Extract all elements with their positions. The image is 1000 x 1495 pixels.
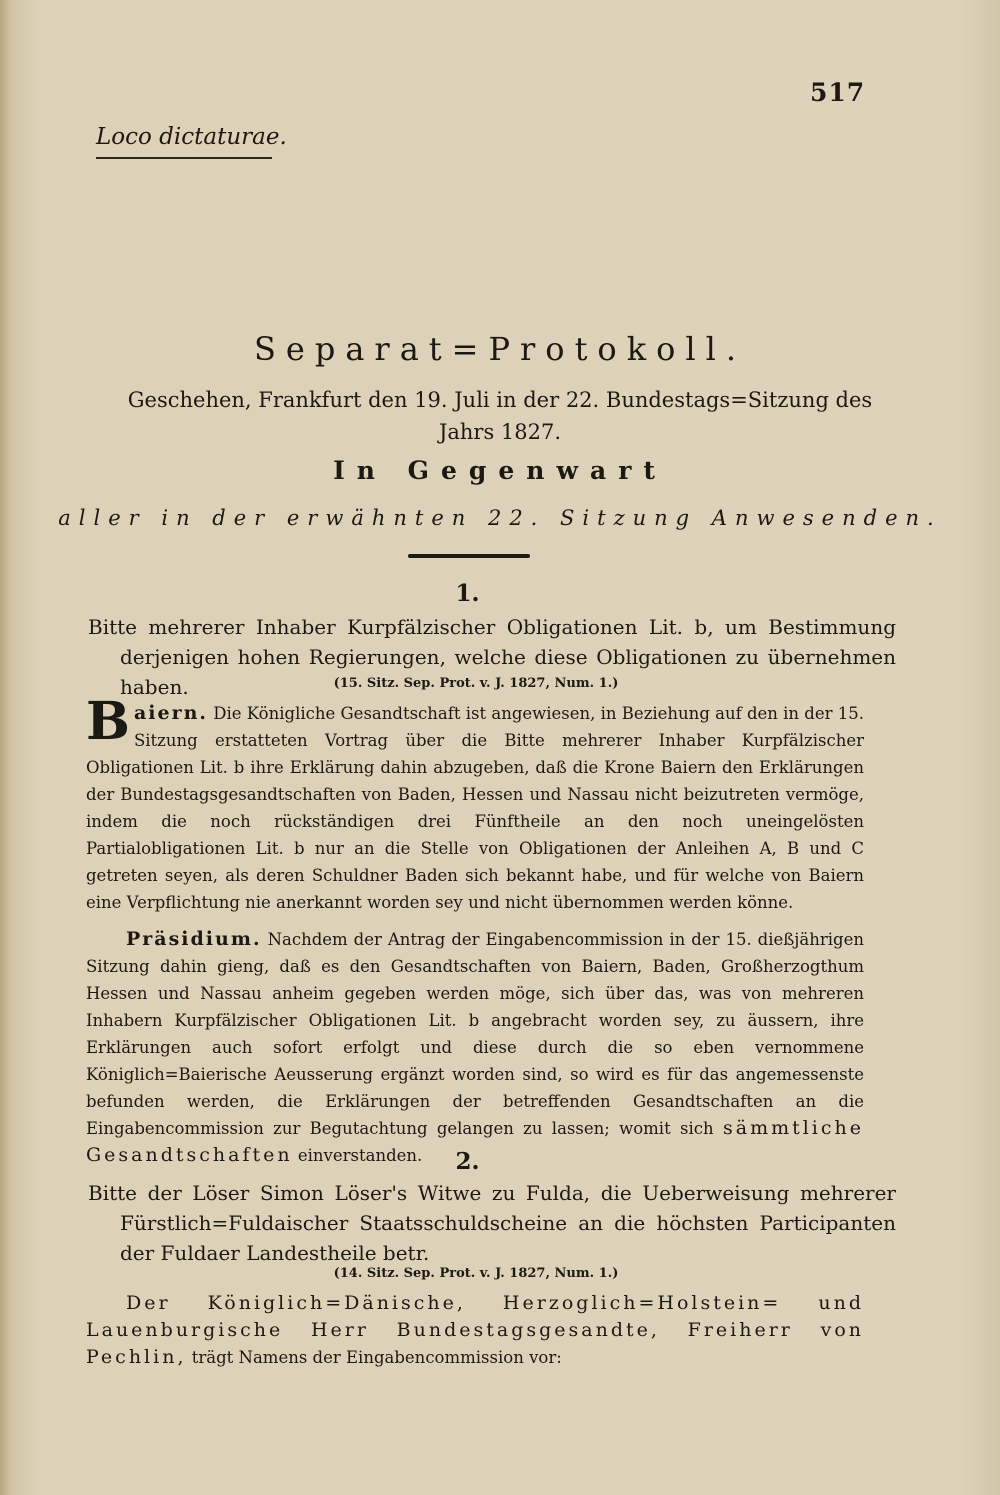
- section-reference-1: (15. Sitz. Sep. Prot. v. J. 1827, Num. 1.): [333, 676, 619, 691]
- presidium-text: Nachdem der Antrag der Eingabencommission in der 15. dießjährigen Sitzung dahin gieng, daß es den Gesandtschaften von Baiern, Baden, Großherzogthum Hessen und Nassau anheim gegeben werden möge, sich über das, was von mehreren Inhabern Kurpfälzischer Obligationen Lit. b angebracht worden sey, zu äussern, ihre Erklärungen auch sofort erfolgt und diese durch die so eben vernommene Königlich=Baierische Aeusserung ergänzt worden sind, so wird es für das angemessenste befunden werden, die Erklärungen der betreffenden Gesandtschaften an die Eingabencommission zur Begutachtung gelangen zu lassen; womit sich: [86, 930, 864, 1138]
- envoy-paragraph: [86, 1290, 864, 1371]
- envoy-end: trägt Namens der Eingabencommission vor:: [191, 1348, 562, 1367]
- section-heading-2: Bitte der Löser Simon Löser's Witwe zu Fulda, die Ueberweisung mehrerer Fürstlich=Fuldaischer Staatsschuldscheine an die höchsten Participanten der Fuldaer Landestheile betr.: [88, 1181, 896, 1265]
- header-note: Loco dictaturae.: [96, 124, 287, 150]
- bavaria-paragraph: [86, 691, 864, 916]
- page-number: 517: [810, 78, 866, 107]
- attendees-line: aller in der erwähnten 22. Sitzung Anwesenden.: [58, 506, 942, 530]
- section-reference-2: (14. Sitz. Sep. Prot. v. J. 1827, Num. 1.): [333, 1266, 619, 1281]
- bavaria-text: Die Königliche Gesandtschaft ist angewiesen, in Beziehung auf den in der 15. Sitzung erstatteten Vortrag über die Bitte mehrerer Inhaber Kurpfälzischer Obligationen Lit. b ihre Erklärung dahin abzugeben, daß die Krone Baiern den Erklärungen der Bundestagsgesandtschaften von Baden, Hessen und Nassau nicht beizutreten vermöge, indem die noch rückständigen drei Fünftheile an den noch uneingelösten Partialobligationen Lit. b nur an die Stelle von Obligationen der Anleihen A, B und C getreten seyen, als deren Schuldner Baden sich bekannt habe, und für welche von Baiern eine Verpflichtung nie anerkannt worden sey und nicht übernommen werden könne.: [86, 704, 864, 912]
- presence-heading: In Gegenwart: [333, 456, 667, 485]
- protocol-subtitle: Geschehen, Frankfurt den 19. Juli in der 22. Bundestags=Sitzung des Jahrs 1827.: [127, 388, 873, 444]
- section-divider: [408, 554, 530, 558]
- section-number-2: 2.: [455, 1148, 480, 1175]
- presidium-emphasis: sämmtliche Gesandtschaften: [86, 1117, 865, 1166]
- drop-cap: B: [86, 691, 130, 752]
- protocol-title: Separat=Protokoll.: [254, 330, 746, 368]
- presidium-end: einverstanden.: [297, 1146, 423, 1165]
- presidium-paragraph: [86, 926, 864, 1169]
- presidium-lead: Präsidium.: [126, 928, 262, 950]
- section-heading-1: Bitte mehrerer Inhaber Kurpfälzischer Obligationen Lit. b, um Bestimmung derjenigen hohen Regierungen, welche diese Obligationen zu übernehmen haben.: [88, 615, 896, 699]
- section-number-1: 1.: [455, 580, 480, 607]
- header-rule: [96, 157, 272, 159]
- bavaria-lead: aiern.: [133, 702, 209, 724]
- envoy-text: Der Königlich=Dänische, Herzoglich=Holstein= und Lauenburgische Herr Bundestagsgesandte, Freiherr von Pechlin,: [86, 1292, 864, 1368]
